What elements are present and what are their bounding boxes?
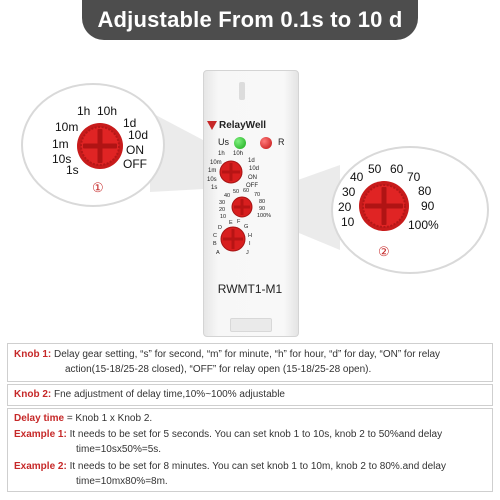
knob1-scale: 1m [208,168,217,174]
knob2-info-box [7,384,493,406]
callout1-scale: 1d [123,116,137,130]
example1-key: Example 1: [14,429,67,440]
knob2-small[interactable] [231,196,253,218]
callout1-scale: 10m [55,120,79,134]
knob2-scale: 100% [257,213,272,219]
callout2-scale: 90 [421,199,435,213]
knob1-scale: 1s [211,185,218,191]
delay-info-box [7,408,493,492]
callout1-scale: 10s [52,152,72,166]
example2-text-b: time=10mx80%=8m. [76,476,168,487]
callout2-scale: 50 [368,162,382,176]
knob1-info-box [7,343,493,382]
knob3-scale: G [244,224,249,230]
knob2-scale: 20 [219,207,226,213]
callout1-scale: 1s [66,163,79,177]
knob3-scale: E [229,220,233,226]
callout2-scale: 40 [350,170,364,184]
knob2-scale: 40 [224,193,231,199]
knob3-scale: C [213,233,217,239]
knob2-scale: 10 [220,214,227,220]
callout1-scale: OFF [123,157,147,171]
callout2-scale: 30 [342,185,356,199]
knob2-scale: 70 [254,192,261,198]
knob1-scale: ON [248,175,257,181]
led-us-label: Us [218,137,229,147]
knob1-key: Knob 1: [14,349,52,360]
knob1-scale: 10s [207,177,217,183]
callout2-knob [358,180,410,232]
knob1-scale: 10d [249,166,260,172]
knob1-scale: OFF [246,183,258,189]
delay-key: Delay time [14,413,65,424]
knob1-text-a: Delay gear setting, “s” for second, “m” for minute, “h” for hour, “d” for day, “ON” for relay [54,349,441,360]
din-rail-clip [230,318,272,332]
callout2-scale: 60 [390,162,404,176]
knob1-scale: 10h [233,151,244,157]
knob3-scale: J [246,250,249,256]
knob1-scale: 10m [210,160,222,166]
knob3-scale: D [218,225,222,231]
example2-key: Example 2: [14,461,67,472]
callout1-scale: 10d [128,128,149,142]
relay-led [260,137,272,149]
callout2-scale: 100% [408,218,439,232]
callout2-circle [330,145,490,275]
power-led [234,137,246,149]
knob2-scale: 90 [259,206,266,212]
callout2-scale: 80 [418,184,432,198]
model-label: RWMT1-M1 [217,282,283,296]
knob2-scale: 80 [259,199,266,205]
example1-text-b: time=10sx50%=5s. [76,444,162,455]
knob2-key: Knob 2: [14,389,52,400]
callout2-scale: 70 [407,170,421,184]
knob2-scale: 50 [233,189,240,195]
example2-text-a: It needs to be set for 8 minutes. You can set knob 1 to 10m, knob 2 to 80%.and delay [69,461,446,472]
led-r-label: R [278,137,285,147]
knob3-scale: F [237,219,241,225]
knob1-scale: 1h [218,151,225,157]
page-title-banner: Adjustable From 0.1s to 10 d [82,0,418,40]
callout1-knob [76,122,124,170]
callout2-scale: 10 [341,215,355,229]
callout1-badge: ① [92,180,104,195]
brand-label [207,120,297,131]
callout1-scale: 1m [52,137,69,151]
callout1-scale: ON [126,143,144,157]
callout2-badge: ② [378,244,390,259]
knob2-text: Fne adjustment of delay time,10%~100% adjustable [54,389,285,400]
knob3-scale: A [216,250,220,256]
knob1-small[interactable] [219,160,243,184]
callout2-scale: 20 [338,200,352,214]
knob3-scale: B [213,241,217,247]
knob1-text-b: action(15-18/25-28 closed), “OFF” for relay open (15-18/25-28 open). [65,364,372,375]
knob3-scale: H [248,233,252,239]
knob3-scale: I [249,241,251,247]
example1-text-a: It needs to be set for 5 seconds. You can set knob 1 to 10s, knob 2 to 50%and delay [69,429,443,440]
knob2-scale: 30 [219,200,226,206]
knob2-scale: 60 [243,188,250,194]
callout1-scale: 1h [77,104,91,118]
knob1-scale: 1d [248,158,255,164]
brand-name: RelayWell [219,120,267,131]
knob3-small[interactable] [220,224,249,252]
delay-text: = Knob 1 x Knob 2. [66,413,153,424]
brand-logo-icon [207,121,217,130]
device-top-notch [239,82,245,100]
callout1-scale: 10h [97,104,118,118]
